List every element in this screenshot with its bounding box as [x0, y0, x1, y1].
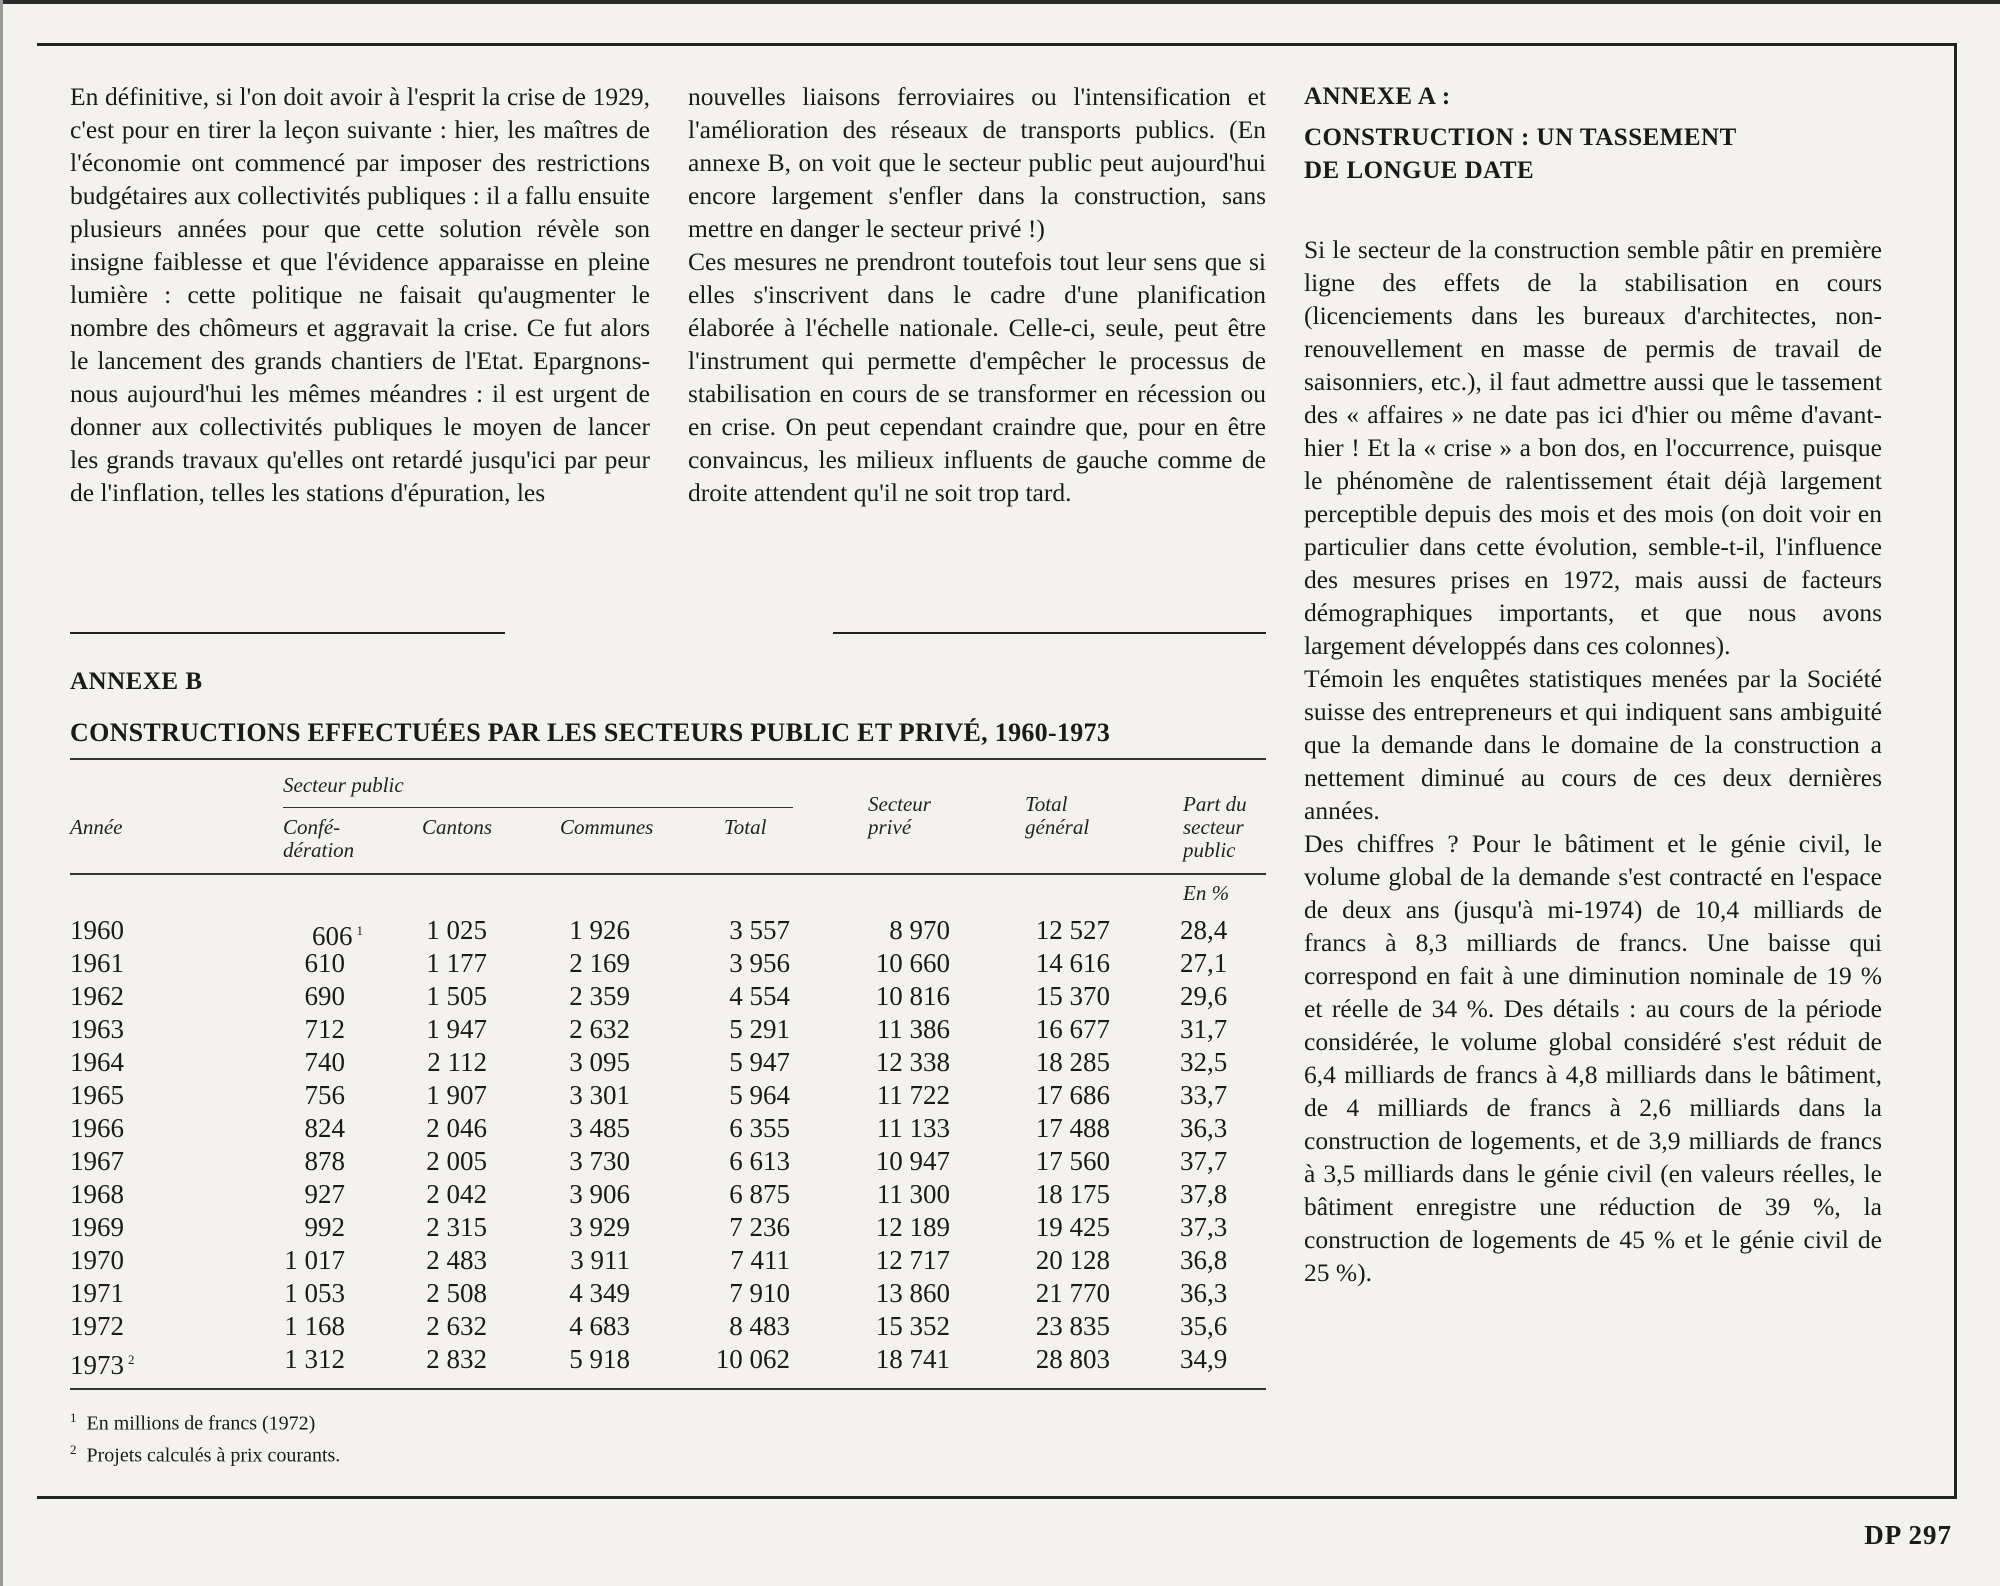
cell-total-value: 8 483 — [729, 1311, 790, 1341]
footnote-1 — [70, 1410, 315, 1436]
cell-total — [690, 1310, 790, 1343]
cell-communes — [540, 1277, 630, 1310]
cell-conf — [260, 1046, 345, 1079]
cell-conf — [260, 980, 345, 1013]
cell-prive-value: 13 860 — [875, 1278, 950, 1308]
cell-part — [1180, 1211, 1250, 1244]
header-annee: Année — [70, 815, 123, 839]
cell-general-value: 16 677 — [1035, 1014, 1110, 1044]
cell-annee-value: 1965 — [70, 1080, 124, 1110]
footnote-2 — [70, 1442, 340, 1468]
cell-communes-value: 4 349 — [569, 1278, 630, 1308]
cell-general — [990, 1277, 1110, 1310]
cell-part — [1180, 1343, 1250, 1376]
cell-part-value: 29,6 — [1180, 981, 1228, 1011]
cell-part — [1180, 947, 1250, 980]
cell-cantons — [392, 1046, 487, 1079]
cell-total-value: 3 956 — [729, 948, 790, 978]
header-secteur-prive — [868, 793, 931, 839]
cell-conf — [260, 1244, 345, 1277]
cell-part-value: 34,9 — [1180, 1344, 1228, 1374]
cell-general — [990, 1145, 1110, 1178]
cell-general — [990, 1244, 1110, 1277]
cell-cantons-value: 1 177 — [426, 948, 487, 978]
cell-prive — [830, 1277, 950, 1310]
cell-prive-value: 11 133 — [876, 1113, 950, 1143]
secteur-public-rule — [283, 807, 793, 808]
header-confederation-line-2: dération — [283, 838, 355, 862]
cell-communes — [540, 980, 630, 1013]
cell-conf-value: 712 — [304, 1014, 345, 1044]
cell-general — [990, 1112, 1110, 1145]
cell-prive — [830, 1310, 950, 1343]
cell-cantons-value: 2 042 — [426, 1179, 487, 1209]
cell-cantons — [392, 1277, 487, 1310]
cell-conf-value: 1 312 — [284, 1344, 345, 1374]
cell-part-value: 37,8 — [1180, 1179, 1228, 1209]
cell-annee-value: 1969 — [70, 1212, 124, 1242]
cell-cantons-value: 2 483 — [426, 1245, 487, 1275]
cell-conf — [260, 1013, 345, 1046]
cell-part — [1180, 1244, 1250, 1277]
annex-a — [1304, 80, 1882, 1289]
col2-paragraph-2: Ces mesures ne prendront toutefois tout leur sens que si elles s'inscrivent dans le cadre d'une planification élaborée à l'échelle nationale. Celle-ci, seule, peut être l'instrument qui permette d'empêcher le processus de stabilisation en cours de se transformer en récession ou en crise. On peut cependant craindre que, pour en être convaincus, les milieux influents de gauche comme de droite attendent qu'il ne soit trop tard. — [688, 247, 1266, 507]
cell-total-value: 5 964 — [729, 1080, 790, 1110]
cell-part-value: 33,7 — [1180, 1080, 1228, 1110]
cell-conf-value: 756 — [304, 1080, 345, 1110]
cell-conf — [260, 1112, 345, 1145]
cell-cantons-value: 2 315 — [426, 1212, 487, 1242]
cell-communes — [540, 1079, 630, 1112]
left-edge — [0, 0, 3, 1586]
cell-part — [1180, 1112, 1250, 1145]
cell-annee-value: 1968 — [70, 1179, 124, 1209]
cell-prive-value: 10 660 — [875, 948, 950, 978]
cell-part — [1180, 1145, 1250, 1178]
cell-cantons — [392, 1079, 487, 1112]
cell-communes — [540, 1244, 630, 1277]
cell-communes — [540, 1178, 630, 1211]
cell-general — [990, 1178, 1110, 1211]
cell-annee — [70, 947, 160, 980]
header-prive-line-1: Secteur — [868, 792, 931, 816]
cell-prive — [830, 1013, 950, 1046]
col1-paragraph: En définitive, si l'on doit avoir à l'esprit la crise de 1929, c'est pour en tirer la leçon suivante : hier, les maîtres de l'économie ont commencé par imposer des restrictions budgétaires aux collectivités publiques : il a fallu ensuite plusieurs années pour que cette solution révèle son insigne faiblesse et que l'évidence apparaisse en pleine lumière : cette politique ne faisait qu'augmenter le nombre des chômeurs et aggravait la crise. Ce fut alors le lancement des grands chantiers de l'Etat. Epargnons-nous aujourd'hui les mêmes méandres : il est urgent de donner aux collectivités publiques le moyen de lancer les grands travaux qu'elles ont retardé jusqu'ici par peur de l'inflation, telles les stations d'épuration, les — [70, 82, 650, 507]
cell-prive-value: 12 338 — [875, 1047, 950, 1077]
col2-paragraph-1: nouvelles liaisons ferroviaires ou l'intensification et l'amélioration des réseaux de transports publics. (En annexe B, on voit que le secteur public peut aujourd'hui encore largement s'enfler dans la construction, sans mettre en danger le secteur privé !) — [688, 82, 1266, 243]
cell-part — [1180, 1046, 1250, 1079]
cell-cantons-value: 2 005 — [426, 1146, 487, 1176]
cell-total — [690, 1277, 790, 1310]
cell-part-value: 35,6 — [1180, 1311, 1228, 1341]
cell-annee-value: 1966 — [70, 1113, 124, 1143]
cell-general — [990, 947, 1110, 980]
cell-annee-value: 1972 — [70, 1311, 124, 1341]
cell-communes-value: 3 095 — [569, 1047, 630, 1077]
annex-a-title-line-1: CONSTRUCTION : UN TASSEMENT — [1304, 124, 1737, 151]
cell-part — [1180, 1277, 1250, 1310]
cell-prive-value: 12 717 — [875, 1245, 950, 1275]
cell-general-value: 19 425 — [1035, 1212, 1110, 1242]
cell-conf — [260, 1178, 345, 1211]
cell-conf-value: 740 — [304, 1047, 345, 1077]
header-cantons: Cantons — [422, 815, 493, 839]
cell-part — [1180, 1079, 1250, 1112]
cell-cantons — [392, 1013, 487, 1046]
column-2 — [688, 80, 1266, 509]
cell-part-value: 36,3 — [1180, 1113, 1228, 1143]
cell-prive — [830, 1244, 950, 1277]
cell-communes-value: 3 485 — [569, 1113, 630, 1143]
cell-annee — [70, 1079, 160, 1112]
cell-annee — [70, 1277, 160, 1310]
cell-total — [690, 1178, 790, 1211]
cell-total-value: 7 411 — [730, 1245, 790, 1275]
annex-a-label: ANNEXE A : — [1304, 83, 1451, 110]
cell-annee-value: 1971 — [70, 1278, 124, 1308]
cell-total-value: 5 947 — [729, 1047, 790, 1077]
cell-prive — [830, 980, 950, 1013]
cell-prive-value: 18 741 — [875, 1344, 950, 1374]
column-1 — [70, 80, 650, 509]
annex-a-paragraph-1: Si le secteur de la construction semble pâtir en première ligne des effets de la stabilisation en cours (licenciements dans les bureaux d'architectes, non-renouvellement en masse de permis de travail de saisonniers, etc.), il faut admettre aussi que le tassement des « affaires » ne date pas ici d'hier ou même d'avant-hier ! Et la « crise » a bon dos, en l'occurrence, puisque le phénomène de ralentissement était déjà largement perceptible depuis des mois et des mois (on doit voir en particulier dans cette évolution, semble-t-il, l'influence des mesures prises en 1972, mais aussi de facteurs démographiques importants, et que nous avons largement développés dans ces colonnes). — [1304, 235, 1882, 660]
header-confederation — [283, 816, 354, 862]
cell-prive — [830, 947, 950, 980]
cell-prive-value: 10 816 — [875, 981, 950, 1011]
cell-annee-value: 1964 — [70, 1047, 124, 1077]
cell-communes-value: 3 906 — [569, 1179, 630, 1209]
cell-conf — [260, 1145, 345, 1178]
cell-cantons — [392, 1310, 487, 1343]
cell-cantons-value: 2 632 — [426, 1311, 487, 1341]
cell-prive — [830, 1178, 950, 1211]
cell-footnote-mark: 2 — [128, 1352, 135, 1367]
cell-communes — [540, 1046, 630, 1079]
table-header-rule — [70, 873, 1266, 875]
header-prive-line-2: privé — [868, 815, 912, 839]
cell-conf — [260, 1277, 345, 1310]
cell-conf — [260, 1211, 345, 1244]
cell-cantons — [392, 980, 487, 1013]
cell-conf-value: 1 053 — [284, 1278, 345, 1308]
cell-annee — [70, 1145, 160, 1178]
cell-conf-value: 606 — [312, 921, 353, 951]
cell-total — [690, 1046, 790, 1079]
cell-conf-value: 1 017 — [284, 1245, 345, 1275]
cell-conf — [260, 1079, 345, 1112]
cell-cantons — [392, 1343, 487, 1376]
header-part-line-2: secteur — [1183, 815, 1244, 839]
cell-general — [990, 1343, 1110, 1376]
cell-general-value: 21 770 — [1035, 1278, 1110, 1308]
annex-a-title-line-2: DE LONGUE DATE — [1304, 157, 1535, 184]
cell-total-value: 4 554 — [729, 981, 790, 1011]
footnote-2-mark: 2 — [70, 1442, 77, 1457]
col2-end-rule — [833, 632, 1266, 634]
cell-general-value: 28 803 — [1035, 1344, 1110, 1374]
cell-cantons-value: 1 907 — [426, 1080, 487, 1110]
cell-communes-value: 3 911 — [570, 1245, 630, 1275]
cell-prive — [830, 1145, 950, 1178]
cell-general-value: 18 175 — [1035, 1179, 1110, 1209]
cell-communes — [540, 947, 630, 980]
cell-part-value: 27,1 — [1180, 948, 1228, 978]
header-part-line-3: public — [1183, 838, 1236, 862]
cell-prive — [830, 914, 950, 947]
cell-general — [990, 1013, 1110, 1046]
cell-total-value: 6 875 — [729, 1179, 790, 1209]
cell-cantons-value: 2 508 — [426, 1278, 487, 1308]
cell-part-value: 31,7 — [1180, 1014, 1228, 1044]
header-part-secteur-public — [1183, 793, 1247, 862]
cell-total — [690, 1079, 790, 1112]
header-confederation-line-1: Confé- — [283, 815, 341, 839]
cell-total — [690, 1112, 790, 1145]
cell-total-value: 3 557 — [729, 915, 790, 945]
cell-part-value: 36,3 — [1180, 1278, 1228, 1308]
cell-total-value: 7 910 — [729, 1278, 790, 1308]
cell-annee — [70, 1046, 160, 1079]
cell-total-value: 7 236 — [729, 1212, 790, 1242]
footnote-2-text: Projets calculés à prix courants. — [86, 1444, 341, 1467]
cell-communes — [540, 1145, 630, 1178]
annex-b-label: ANNEXE B — [70, 668, 203, 695]
annex-b-title: CONSTRUCTIONS EFFECTUÉES PAR LES SECTEURS PUBLIC ET PRIVÉ, 1960-1973 — [70, 718, 1111, 747]
cell-cantons-value: 2 046 — [426, 1113, 487, 1143]
cell-conf-value: 878 — [304, 1146, 345, 1176]
cell-general — [990, 914, 1110, 947]
cell-annee-value: 1973 — [70, 1350, 124, 1380]
header-general-line-1: Total — [1025, 792, 1068, 816]
cell-general-value: 15 370 — [1035, 981, 1110, 1011]
cell-part — [1180, 1013, 1250, 1046]
cell-total — [690, 1013, 790, 1046]
cell-prive — [830, 1112, 950, 1145]
cell-general — [990, 1211, 1110, 1244]
cell-part — [1180, 1310, 1250, 1343]
cell-total — [690, 947, 790, 980]
cell-part-value: 32,5 — [1180, 1047, 1228, 1077]
cell-annee — [70, 1211, 160, 1244]
cell-prive-value: 15 352 — [875, 1311, 950, 1341]
cell-conf — [260, 1310, 345, 1343]
cell-prive-value: 8 970 — [889, 915, 950, 945]
annex-a-paragraph-3: Des chiffres ? Pour le bâtiment et le génie civil, le volume global de la demande s'est contracté en l'espace de deux ans (jusqu'à mi-1974) de 10,4 milliards de francs à 8,3 milliards de francs. Une baisse qui correspond en fait à une diminution nominale de 19 % et réelle de 34 %. Des détails : au cours de la période considérée, le volume global considéré s'est réduit de 6,4 milliards de francs à 4,8 milliards dans le bâtiment, de 4 milliards de francs à 2,6 milliards dans la construction de logements, et de 3,9 milliards de francs à 3,5 milliards dans le génie civil (en valeurs réelles, le bâtiment enregistre une réduction de 39 %, la construction de logements de 45 % et le génie civil de 25 %). — [1304, 829, 1882, 1287]
cell-prive-value: 11 300 — [876, 1179, 950, 1209]
cell-conf-value: 824 — [304, 1113, 345, 1143]
cell-general-value: 12 527 — [1035, 915, 1110, 945]
cell-conf — [260, 1343, 345, 1376]
cell-prive — [830, 1211, 950, 1244]
cell-part-value: 37,3 — [1180, 1212, 1228, 1242]
header-total-general — [1025, 793, 1089, 839]
cell-total-value: 5 291 — [729, 1014, 790, 1044]
cell-communes-value: 2 632 — [569, 1014, 630, 1044]
cell-annee — [70, 1310, 160, 1343]
cell-communes-value: 3 301 — [569, 1080, 630, 1110]
cell-annee — [70, 1112, 160, 1145]
top-border — [0, 0, 2000, 4]
cell-general-value: 20 128 — [1035, 1245, 1110, 1275]
cell-conf-value: 610 — [304, 948, 345, 978]
cell-communes-value: 4 683 — [569, 1311, 630, 1341]
cell-cantons — [392, 1178, 487, 1211]
cell-annee — [70, 1178, 160, 1211]
cell-annee-value: 1967 — [70, 1146, 124, 1176]
cell-prive-value: 11 722 — [876, 1080, 950, 1110]
cell-prive — [830, 1046, 950, 1079]
cell-communes-value: 2 169 — [569, 948, 630, 978]
cell-communes — [540, 1343, 630, 1376]
cell-total — [690, 914, 790, 947]
cell-cantons-value: 2 832 — [426, 1344, 487, 1374]
cell-part-value: 37,7 — [1180, 1146, 1228, 1176]
cell-communes — [540, 1112, 630, 1145]
cell-general — [990, 1046, 1110, 1079]
cell-annee-value: 1963 — [70, 1014, 124, 1044]
cell-footnote-mark: 1 — [356, 923, 363, 938]
cell-total — [690, 1211, 790, 1244]
cell-conf-value: 992 — [304, 1212, 345, 1242]
cell-communes — [540, 914, 630, 947]
col1-end-rule — [70, 632, 505, 634]
cell-communes-value: 5 918 — [569, 1344, 630, 1374]
cell-total — [690, 1343, 790, 1376]
cell-annee — [70, 1244, 160, 1277]
table-top-rule — [70, 758, 1266, 760]
cell-general-value: 23 835 — [1035, 1311, 1110, 1341]
cell-general-value: 17 686 — [1035, 1080, 1110, 1110]
cell-prive-value: 12 189 — [875, 1212, 950, 1242]
cell-part-value: 28,4 — [1180, 915, 1228, 945]
cell-annee-value: 1961 — [70, 948, 124, 978]
cell-annee-value: 1962 — [70, 981, 124, 1011]
cell-general-value: 18 285 — [1035, 1047, 1110, 1077]
cell-cantons-value: 1 025 — [426, 915, 487, 945]
annex-a-title — [1304, 121, 1882, 187]
cell-communes — [540, 1013, 630, 1046]
cell-prive — [830, 1343, 950, 1376]
page-number: DP 297 — [1864, 1520, 1952, 1550]
cell-part — [1180, 914, 1250, 947]
cell-general-value: 14 616 — [1035, 948, 1110, 978]
cell-general — [990, 1310, 1110, 1343]
header-general-line-2: général — [1025, 815, 1090, 839]
cell-cantons-value: 1 947 — [426, 1014, 487, 1044]
cell-communes — [540, 1310, 630, 1343]
cell-part — [1180, 1178, 1250, 1211]
footnote-1-text: En millions de francs (1972) — [86, 1412, 316, 1435]
cell-communes — [540, 1211, 630, 1244]
header-secteur-public: Secteur public — [283, 773, 404, 797]
cell-cantons-value: 1 505 — [426, 981, 487, 1011]
cell-part — [1180, 980, 1250, 1013]
cell-cantons-value: 2 112 — [427, 1047, 487, 1077]
cell-cantons — [392, 1211, 487, 1244]
cell-annee — [70, 1343, 160, 1382]
cell-total — [690, 980, 790, 1013]
cell-annee — [70, 980, 160, 1013]
cell-communes-value: 1 926 — [569, 915, 630, 945]
cell-annee-value: 1960 — [70, 915, 124, 945]
cell-cantons — [392, 1145, 487, 1178]
cell-annee — [70, 914, 160, 947]
header-communes: Communes — [560, 815, 654, 839]
cell-total-value: 6 613 — [729, 1146, 790, 1176]
cell-conf-value: 1 168 — [284, 1311, 345, 1341]
annex-a-paragraph-2: Témoin les enquêtes statistiques menées par la Société suisse des entrepreneurs et qui indiquent sans ambiguité que la demande dans le domaine de la construction a nettement diminué au cours de ces deux dernières années. — [1304, 664, 1882, 825]
cell-communes-value: 3 730 — [569, 1146, 630, 1176]
header-part-line-1: Part du — [1183, 792, 1247, 816]
cell-cantons — [392, 1112, 487, 1145]
cell-annee — [70, 1013, 160, 1046]
cell-general-value: 17 488 — [1035, 1113, 1110, 1143]
cell-conf — [260, 947, 345, 980]
cell-prive-value: 11 386 — [876, 1014, 950, 1044]
cell-general — [990, 980, 1110, 1013]
footnote-1-mark: 1 — [70, 1410, 77, 1425]
cell-communes-value: 2 359 — [569, 981, 630, 1011]
cell-part-value: 36,8 — [1180, 1245, 1228, 1275]
cell-conf-value: 690 — [304, 981, 345, 1011]
cell-general-value: 17 560 — [1035, 1146, 1110, 1176]
header-unit-percent: En % — [1183, 881, 1230, 905]
cell-total-value: 10 062 — [715, 1344, 790, 1374]
cell-cantons — [392, 947, 487, 980]
cell-general — [990, 1079, 1110, 1112]
cell-prive — [830, 1079, 950, 1112]
cell-total — [690, 1244, 790, 1277]
cell-cantons — [392, 914, 487, 947]
cell-communes-value: 3 929 — [569, 1212, 630, 1242]
cell-total — [690, 1145, 790, 1178]
table-bottom-rule — [70, 1388, 1266, 1390]
cell-cantons — [392, 1244, 487, 1277]
header-total: Total — [724, 815, 767, 839]
cell-annee-value: 1970 — [70, 1245, 124, 1275]
cell-total-value: 6 355 — [729, 1113, 790, 1143]
cell-conf-value: 927 — [304, 1179, 345, 1209]
cell-prive-value: 10 947 — [875, 1146, 950, 1176]
